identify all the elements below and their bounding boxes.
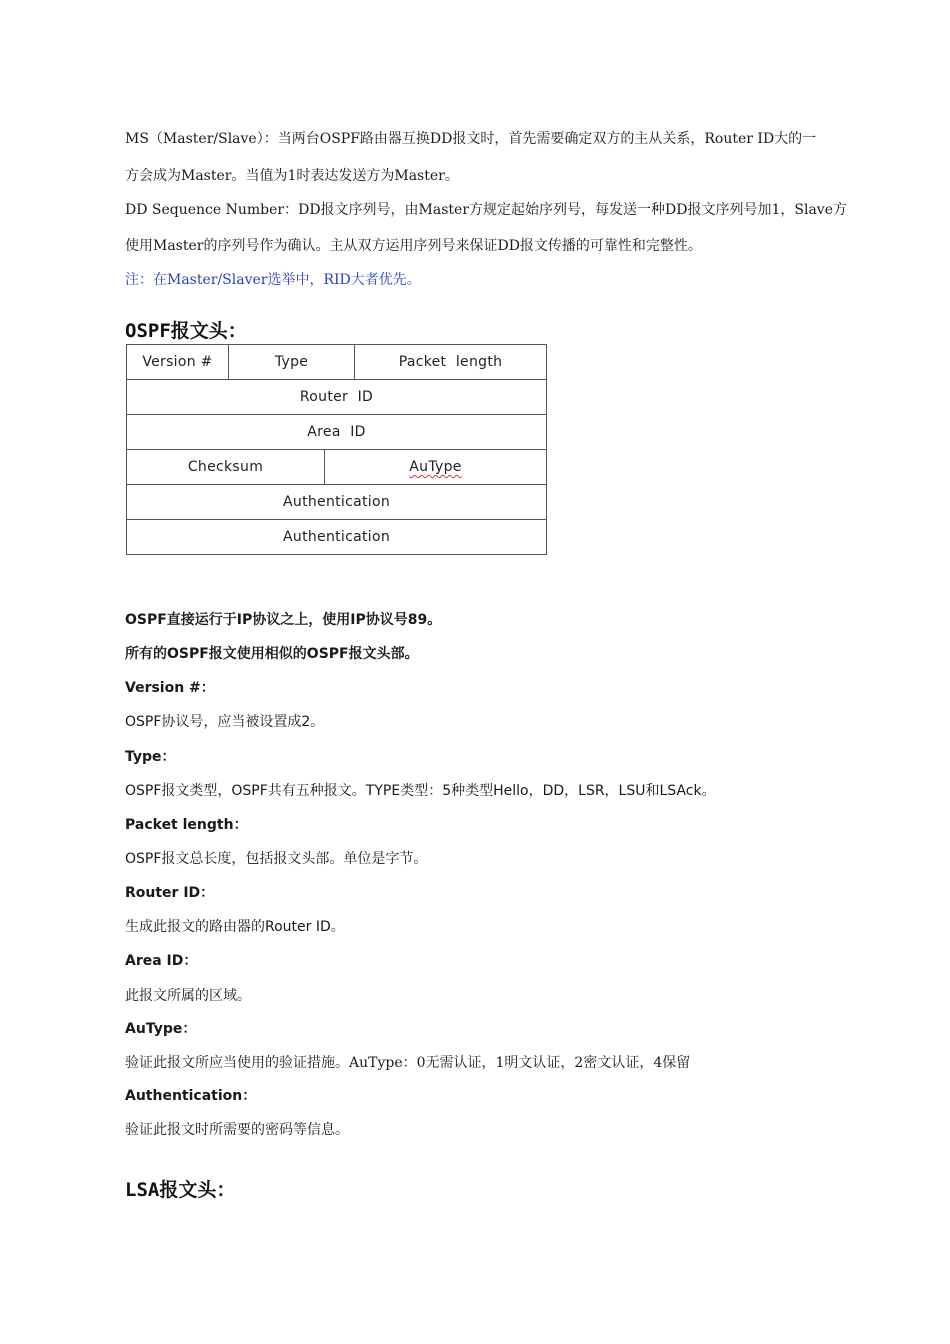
ospf-header-table: [126, 344, 547, 555]
authentication-label: Authentication：: [125, 1088, 257, 1104]
autype-desc: 验证此报文所应当使用的验证措施。AuType：0无需认证，1明文认证，2密文认证，4保留: [125, 1055, 691, 1071]
dd-line-2: 使用Master的序列号作为确认。主从双方运用序列号来保证DD报文传播的可靠性和完整性。: [125, 238, 702, 254]
ospf-header-title: OSPF报文头：: [125, 320, 247, 342]
packet-length-label: Packet length：: [125, 817, 248, 833]
cell-authentication-1: Authentication: [127, 485, 547, 520]
cell-version: Version #: [127, 345, 229, 380]
cell-checksum: Checksum: [127, 450, 325, 485]
packet-length-text: OSPF报文总长度，包括报文头部。单位是字节。: [125, 851, 428, 867]
area-id-text: 此报文所属的区域。: [125, 988, 251, 1004]
authentication-text: 验证此报文时所需要的密码等信息。: [125, 1122, 349, 1138]
dd-line-1: DD Sequence Number：DD报文序列号，由Master方规定起始序列号，每发送一种DD报文序列号加1，Slave方: [125, 202, 847, 218]
area-id-label: Area ID：: [125, 953, 198, 969]
router-id-label: Router ID：: [125, 885, 215, 901]
router-id-text: 生成此报文的路由器的Router ID。: [125, 919, 345, 935]
type-label: Type：: [125, 749, 176, 765]
cell-packet-length: Packet length: [355, 345, 547, 380]
cell-autype: [325, 450, 547, 485]
desc-p1: OSPF直接运行于IP协议之上，使用IP协议号89。: [125, 612, 442, 628]
cell-type: Type: [229, 345, 355, 380]
version-text: OSPF协议号，应当被设置成2。: [125, 714, 325, 730]
desc-p2: 所有的OSPF报文使用相似的OSPF报文头部。: [125, 646, 419, 662]
cell-router-id: Router ID: [127, 380, 547, 415]
lsa-header-title: LSA报文头：: [125, 1179, 236, 1201]
autype-label: AuType：: [125, 1021, 197, 1037]
ms-line-1: MS（Master/Slave）：当两台OSPF路由器互换DD报文时，首先需要确定双方的主从关系，Router ID大的一: [125, 131, 817, 147]
cell-area-id: Area ID: [127, 415, 547, 450]
rid-note: 注：在Master/Slaver选举中，RID大者优先。: [125, 272, 421, 288]
type-text: OSPF报文类型，OSPF共有五种报文。TYPE类型：5种类型Hello，DD，LSR，LSU和LSAck。: [125, 783, 716, 799]
version-label: Version #：: [125, 680, 215, 696]
cell-authentication-2: Authentication: [127, 520, 547, 555]
autype-text: AuType: [409, 459, 462, 475]
ms-line-2: 方会成为Master。当值为1时表达发送方为Master。: [125, 168, 459, 184]
